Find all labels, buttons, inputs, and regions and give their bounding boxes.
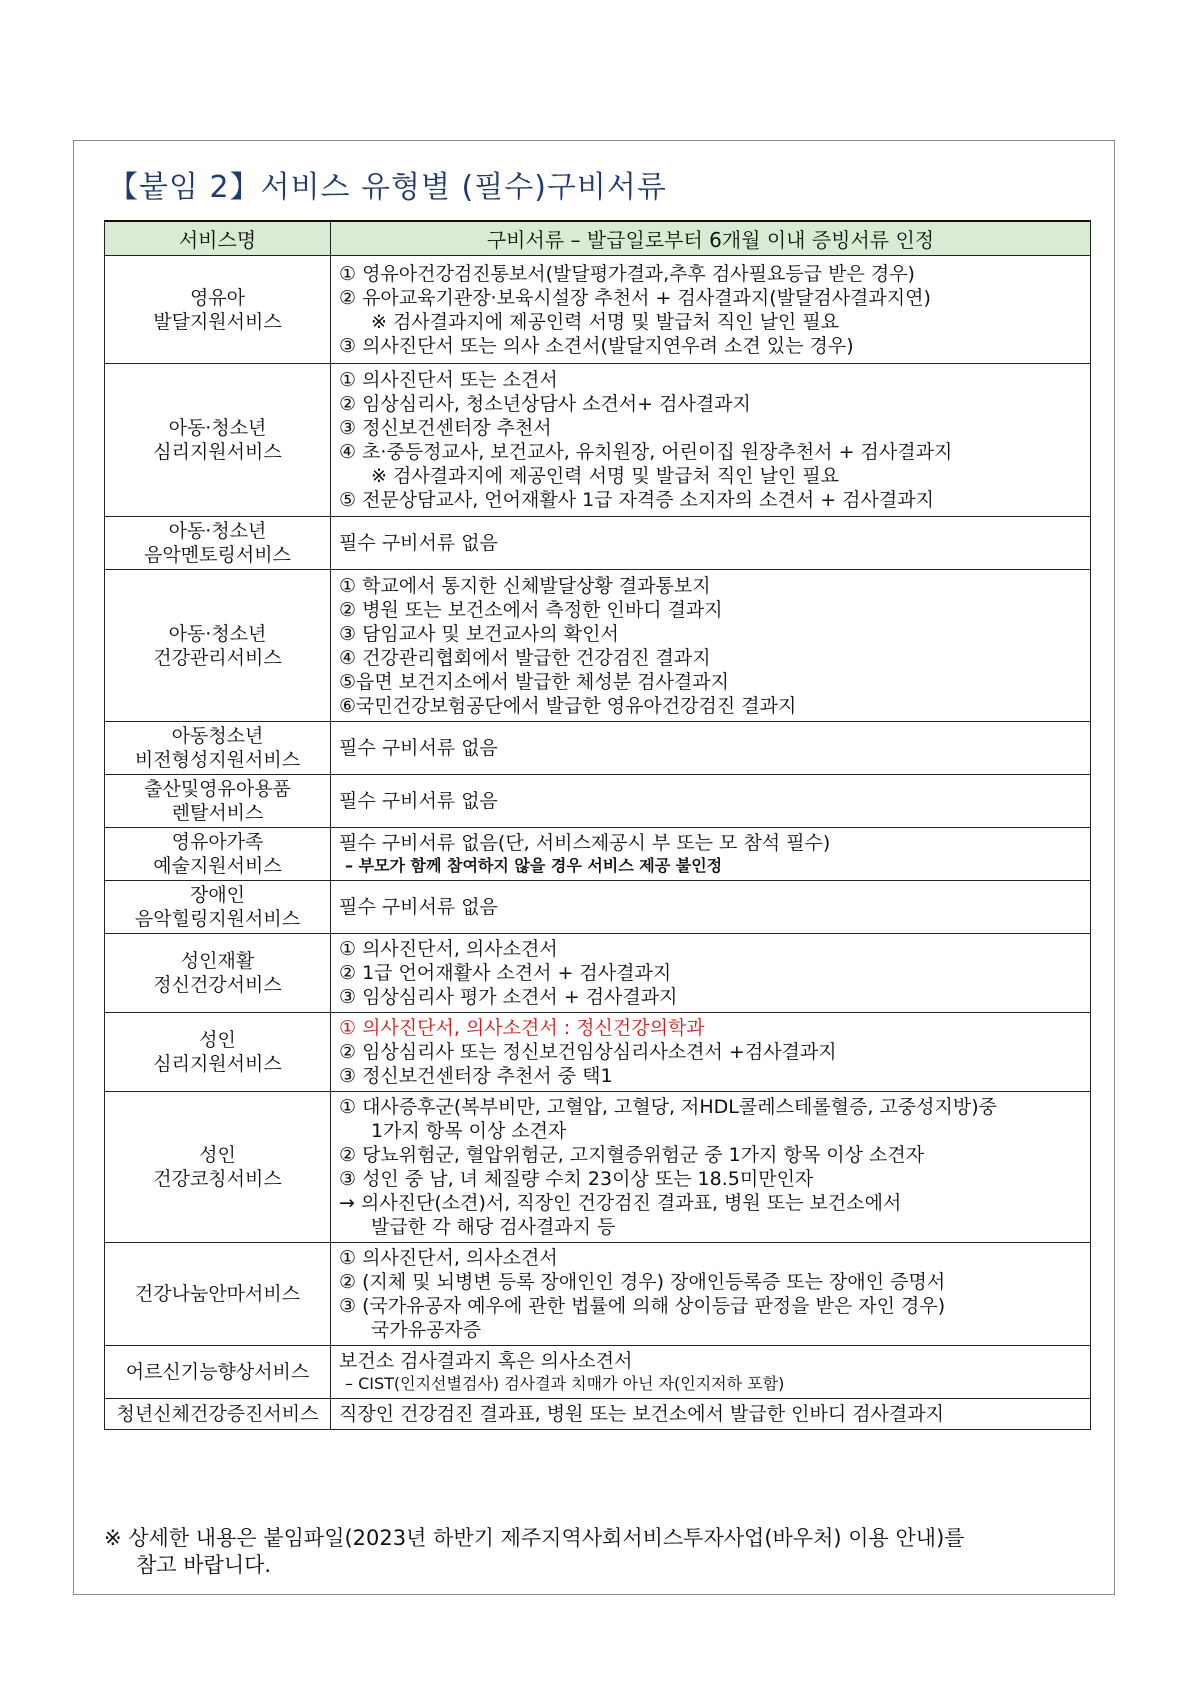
document-item: ③ 성인 중 남, 녀 체질량 수치 23이상 또는 18.5미만인자 [339,1168,814,1190]
service-name-cell [105,1013,331,1092]
documents-cell [331,722,1091,775]
document-item: ③ 의사진단서 또는 의사 소견서(발달지연우려 소견 있는 경우) [339,334,854,357]
service-name-cell [105,722,331,775]
service-name-cell [105,517,331,570]
document-item: – 부모가 함께 참여하지 않을 경우 서비스 제공 불인정 [345,856,723,875]
document-item: ③ 정신보건센터장 추천서 중 택1 [339,1065,613,1087]
service-name-line: 심리지원서비스 [153,1053,282,1075]
documents-cell [331,517,1091,570]
document-item: ① 의사진단서 또는 소견서 [339,369,558,391]
service-name-cell [105,881,331,934]
service-name-line: 음악멘토링서비스 [144,544,291,566]
document-item: ① 영유아건강검진통보서(발달평가결과,추후 검사필요등급 받은 경우) [339,262,915,285]
header-required-documents: 구비서류 – 발급일로부터 6개월 이내 증빙서류 인정 [331,221,1091,256]
table-row [105,1092,1091,1243]
table-row [105,517,1091,570]
table-header-row [105,221,1091,256]
document-item: ⑤ 전문상담교사, 언어재활사 1급 자격증 소지자의 소견서 + 검사결과지 [339,489,934,511]
service-name-line: 아동·청소년 [168,622,267,645]
documents-cell [331,364,1091,517]
service-name-line: 정신건강서비스 [153,974,282,996]
service-name-cell [105,256,331,364]
document-item: 발급한 각 해당 검사결과지 등 [371,1216,616,1238]
service-name-cell [105,1243,331,1346]
document-item: ※ 검사결과지에 제공인력 서명 및 발급처 직인 날인 필요 [371,465,840,487]
service-name-line: 음악힐링지원서비스 [134,908,301,930]
table-row [105,1399,1091,1430]
table-row [105,1013,1091,1092]
documents-cell [331,1243,1091,1346]
service-name-line: 발달지원서비스 [153,310,282,333]
document-item: → 의사진단(소견)서, 직장인 건강검진 결과표, 병원 또는 보건소에서 [339,1192,902,1214]
document-item: ① 대사증후군(복부비만, 고혈압, 고혈당, 저HDL콜레스테롤혈증, 고중성지방)중 [339,1096,997,1118]
document-item: 필수 구비서류 없음 [339,532,498,554]
document-item: 보건소 검사결과지 혹은 의사소견서 [339,1350,633,1372]
footnote-line: 참고 바랍니다. [136,1553,272,1577]
document-item: ③ 정신보건센터장 추천서 [339,417,552,439]
document-item: 필수 구비서류 없음 [339,737,498,759]
document-item: ① 학교에서 통지한 신체발달상황 결과통보지 [339,574,711,597]
document-item: ③ 담임교사 및 보건교사의 확인서 [339,622,619,645]
documents-cell [331,881,1091,934]
documents-cell [331,1346,1091,1399]
service-name-cell [105,570,331,722]
document-item: 필수 구비서류 없음 [339,790,498,812]
service-name-line: 성인 [199,1144,236,1166]
documents-cell [331,256,1091,364]
document-item: ② 임상심리사 또는 정신보건임상심리사소견서 +검사결과지 [339,1041,837,1063]
document-item: ① 의사진단서, 의사소견서 [339,938,558,960]
table-row [105,775,1091,828]
documents-cell [331,828,1091,881]
service-name-line: 심리지원서비스 [153,441,282,463]
table-row [105,570,1091,722]
service-name-cell [105,1092,331,1243]
document-item: ① 의사진단서, 의사소견서 : 정신건강의학과 [339,1017,705,1039]
document-item: 필수 구비서류 없음 [339,896,498,918]
document-item: ② (지체 및 뇌병변 등록 장애인인 경우) 장애인등록증 또는 장애인 증명서 [339,1271,946,1293]
document-title: 【붙임 2】서비스 유형별 (필수)구비서류 [108,170,667,205]
document-item: 1가지 항목 이상 소견자 [371,1120,567,1142]
service-name-cell [105,364,331,517]
document-item: ③ 임상심리사 평가 소견서 + 검사결과지 [339,986,678,1008]
document-item: ⑤읍면 보건지소에서 발급한 체성분 검사결과지 [339,670,729,693]
documents-cell [331,1092,1091,1243]
service-name-cell [105,1346,331,1399]
service-name-line: 영유아 [189,286,246,309]
service-name-line: 성인재활 [180,950,255,972]
document-item: ⑥국민건강보험공단에서 발급한 영유아건강검진 결과지 [339,694,797,717]
document-item: 국가유공자증 [371,1319,482,1341]
document-item: ① 의사진단서, 의사소견서 [339,1247,558,1269]
service-name-line: 청년신체건강증진서비스 [116,1403,319,1425]
document-item: ② 1급 언어재활사 소견서 + 검사결과지 [339,962,672,984]
service-name-cell [105,775,331,828]
service-name-line: 성인 [199,1029,236,1051]
service-name-cell [105,828,331,881]
service-name-cell [105,1399,331,1430]
documents-cell [331,570,1091,722]
table-row [105,881,1091,934]
table-row [105,256,1091,364]
documents-cell [331,1399,1091,1430]
table-row [105,722,1091,775]
document-item: ④ 건강관리협회에서 발급한 건강검진 결과지 [339,646,711,669]
footnote [104,1525,965,1579]
document-item: 직장인 건강검진 결과표, 병원 또는 보건소에서 발급한 인바디 검사결과지 [339,1403,944,1425]
document-item: ③ (국가유공자 예우에 관한 법률에 의해 상이등급 판정을 받은 자인 경우) [339,1295,946,1317]
documents-cell [331,934,1091,1013]
document-item: ② 임상심리사, 청소년상담사 소견서+ 검사결과지 [339,393,751,415]
document-item: ※ 검사결과지에 제공인력 서명 및 발급처 직인 날인 필요 [371,310,840,333]
service-name-line: 어르신기능향상서비스 [125,1361,310,1383]
service-name-line: 아동·청소년 [168,520,267,542]
service-name-line: 건강코칭서비스 [153,1168,282,1190]
service-name-line: 영유아가족 [171,831,264,853]
document-item: ② 당뇨위험군, 혈압위험군, 고지혈증위험군 중 1가지 항목 이상 소견자 [339,1144,925,1166]
service-name-line: 렌탈서비스 [171,802,264,824]
header-service-name: 서비스명 [105,221,331,256]
table-row [105,828,1091,881]
service-name-line: 비전형성지원서비스 [134,749,301,771]
document-item: ④ 초·중등정교사, 보건교사, 유치원장, 어린이집 원장추천서 + 검사결과지 [339,441,953,463]
document-item: – CIST(인지선별검사) 검사결과 치매가 아닌 자(인지저하 포함) [345,1374,785,1393]
documents-cell [331,775,1091,828]
required-documents-table [104,220,1091,1430]
documents-cell [331,1013,1091,1092]
service-name-line: 아동·청소년 [168,417,267,439]
document-item: ② 유아교육기관장·보육시설장 추천서 + 검사결과지(발달검사결과지연) [339,286,931,309]
table-row [105,364,1091,517]
table-row [105,934,1091,1013]
table-row [105,1243,1091,1346]
table-body [105,256,1091,1430]
service-name-line: 아동청소년 [171,725,264,747]
document-item: ② 병원 또는 보건소에서 측정한 인바디 결과지 [339,598,723,621]
service-name-cell [105,934,331,1013]
service-name-line: 건강관리서비스 [153,646,282,669]
service-name-line: 예술지원서비스 [153,855,282,877]
document-item: 필수 구비서류 없음(단, 서비스제공시 부 또는 모 참석 필수) [339,832,831,854]
table-row [105,1346,1091,1399]
footnote-line: ※ 상세한 내용은 붙임파일(2023년 하반기 제주지역사회서비스투자사업(바우처) 이용 안내)를 [104,1526,965,1550]
service-name-line: 장애인 [189,884,246,906]
service-name-line: 출산및영유아용품 [144,778,291,800]
service-name-line: 건강나눔안마서비스 [134,1283,301,1305]
